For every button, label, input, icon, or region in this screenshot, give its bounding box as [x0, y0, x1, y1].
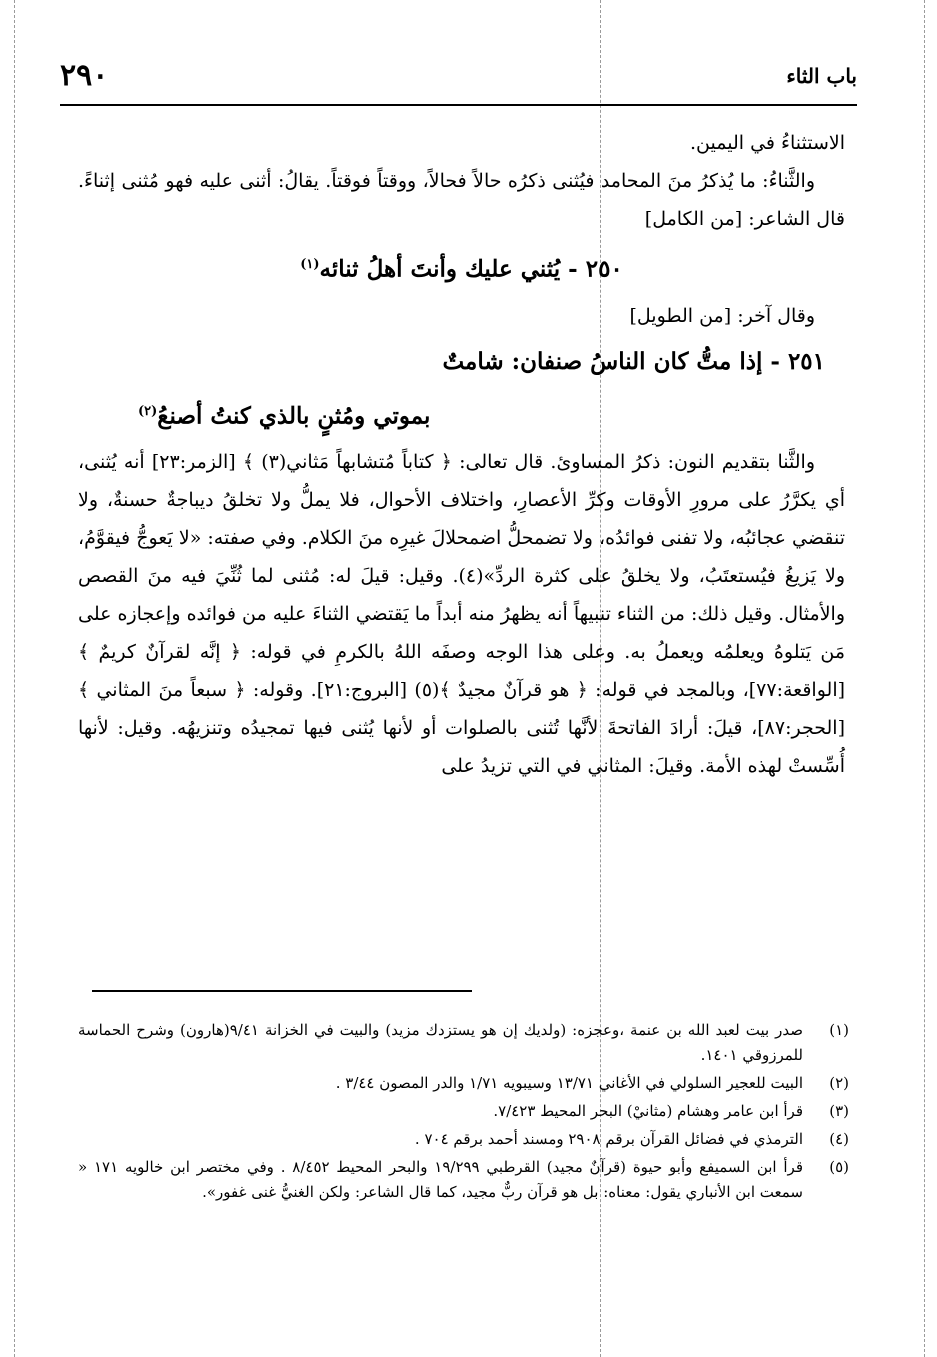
footnote-text: الترمذي في فضائل القرآن برقم ٢٩٠٨ ومسند أحمد برقم ٧٠٤ .	[414, 1130, 803, 1148]
verse-251-second-half	[78, 389, 845, 440]
footnote-text: قرأ ابن عامر وهشام (مثانيْ) البحر المحيط ٧/٤٢٣.	[493, 1102, 803, 1120]
footnote-text: البيت للعجير السلولي في الأغاني ١٣/٧١ وسيبويه ١/٧١ والدر المصون ٣/٤٤ .	[335, 1074, 803, 1092]
footnote-number: (٣)	[829, 1102, 849, 1120]
page-header	[60, 58, 857, 108]
footnote-number: (٥)	[829, 1158, 849, 1176]
verse-text: ٢٥٠ - يُثني عليك وأنتَ أهلُ ثنائه	[319, 255, 623, 283]
verse-251-first-half: ٢٥١ - إذا متُّ كان الناسُ صنفان: شامتٌ	[442, 347, 825, 375]
footnote	[78, 1127, 849, 1152]
header-rule	[60, 104, 857, 106]
footnote	[78, 1071, 849, 1096]
paragraph: والثَّناءُ: ما يُذكرُ منَ المحامد فيُثنى ذكرُه حالاً فحالاً، ووقتاً فوقتاً. يقالُ: أثنى عليه فهو مُثنى إثناءً. قال الشاعر: [من الكامل]	[78, 170, 845, 230]
paragraph: والثَّنا بتقديم النون: ذكرُ المساوئ. قال تعالى: ﴿ كتاباً مُتشابهاً مَثاني(٣) ﴾ [الزمر:٢٣] أنه يُثنى، أي يكرَّرُ على مرورِ الأوقات وكرِّ الأعصارِ، واختلاف الأحوال، فلا يملُّ ولا تخلقُ ديباجةٌ حسنةٌ، ولا تنقضي عجائبُه، ولا تفنى فوائدُه، ولا تضمحلُّ اضمحلالَ غيرِه منَ الكلام. وفي صفته: «لا يَعوجُّ فيقوَّمُ، ولا يَزيغُ فيُستعتَبُ، ولا يخلقُ على كثرة الردِّ»(٤). وقيل: قيلَ له: مُثنى لما ثُنِّيَ فيه منَ القصص والأمثال. وقيل ذلك: من الثناء تنبيهاً أنه يظهرُ منه أبداً ما يَقتضي الثناءَ عليه من فوائده وإعجازه على مَن يَتلوهُ ويعلمُه ويعملُ به. وعلى هذا الوجه وصفَه اللهُ بالكرمِ في قوله: ﴿ إنَّه لقرآنٌ كريمٌ ﴾ [الواقعة:٧٧]، وبالمجد في قوله: ﴿ هو قرآنٌ مجيدٌ ﴾(٥) [البروج:٢١]. وقوله: ﴿ سبعاً منَ المثاني ﴾ [الحجر:٨٧]، قيلَ: أرادَ الفاتحةَ لأنَّها تُثنى بالصلوات أو لأنها يُثنى فيها تمجيدُه وتنزيهُه. وقيل: لأنها أُسِّستْ لهذه الأمة. وقيلَ: المثاني في التي تزيدُ على	[78, 451, 846, 778]
footnote	[78, 1099, 849, 1124]
main-text	[78, 124, 845, 785]
footnote	[78, 1018, 849, 1068]
footnote-rule	[92, 990, 472, 992]
page-number: ٢٩٠	[60, 58, 109, 93]
verse-text: بموتي ومُثنٍ بالذي كنتُ أصنعُ	[157, 402, 431, 430]
footnote-text: قرأ ابن السميفع وأبو حيوة (قرآنٌ مجيد) القرطبي ١٩/٢٩٩ والبحر المحيط ٨/٤٥٢ . وفي مختصر ابن خالويه ١٧١ « سمعت ابن الأنباري يقول: معناه: بل هو قرآن ربٌّ مجيد، كما قال الشاعر: ولكن الغنيُّ غنى غفور».	[78, 1158, 804, 1201]
margin-guide-line	[14, 0, 15, 1357]
footnote-ref: (١)	[300, 257, 320, 272]
chapter-title: باب الثاء	[786, 64, 857, 88]
footnote	[78, 1155, 849, 1205]
footnotes	[78, 1018, 849, 1208]
footnote-number: (١)	[829, 1021, 849, 1039]
footnote-number: (٢)	[829, 1074, 849, 1092]
footnote-text: صدر بيت لعبد الله بن عنمة ،وعجزه: (ولديك إن هو يستزدك مزيد) والبيت في الخزانة ٩/٤١(هارون) وشرح الحماسة للمرزوقي ١٤٠١.	[78, 1021, 803, 1064]
footnote-ref: (٢)	[138, 403, 158, 419]
verse-250	[78, 242, 845, 293]
paragraph: وقال آخر: [من الطويل]	[629, 304, 815, 327]
footnote-number: (٤)	[829, 1130, 849, 1148]
margin-guide-line	[924, 0, 925, 1357]
paragraph: الاستثناءُ في اليمين.	[690, 132, 845, 154]
